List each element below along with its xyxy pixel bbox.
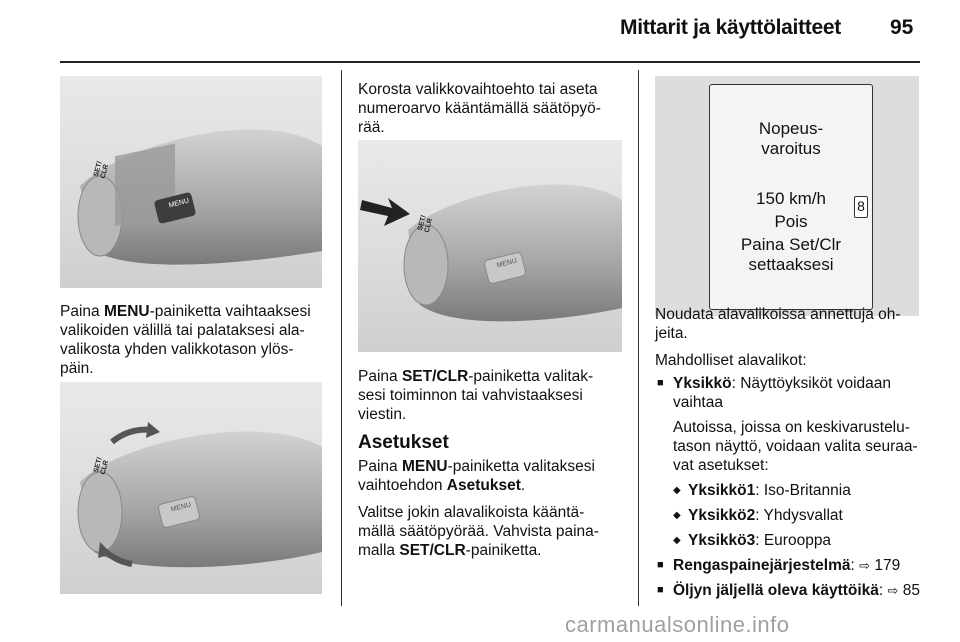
list-item-yksikko3: ◆ Yksikkö3: Eurooppa [655, 531, 923, 550]
stalk-setclr-illustration [358, 140, 622, 352]
intro-paragraph: Korosta valikkovaihtoehto tai aseta numeroarvo kääntämällä säätöpyö- rää. [358, 81, 601, 136]
page-ref-arrow-icon: ⇨ [887, 583, 899, 598]
display-line-5: Paina Set/Clr [740, 235, 842, 254]
col3-text: Noudata alavalikoissa annettuja oh- jeita. Mahdolliset alavalikot: ■ Yksikkö: Näyttöyksiköt voidaan vaihtaa Autoissa, joissa on keskivarustelu- tason näyttö, voidaan valita seuraa- vat asetukset: ◆ Yksikkö1: Iso-Britannia ◆ Yksikkö2: Yhdysvallat ◆ Yksikkö3: Eurooppa ■ Rengaspainejärjestelmä: ⇨ 179 ■ Öljyn jäljellä oleva käyttöikä: ⇨ 85 [655, 305, 923, 600]
list-item-yksikko: ■ Yksikkö: Näyttöyksiköt voidaan vaihtaa Autoissa, joissa on keskivarustelu- tason näyttö, voidaan valita seuraa- vat asetukset: [655, 374, 923, 475]
page-ref-179[interactable]: 179 [870, 557, 901, 574]
submenu-list-2 [655, 556, 923, 600]
submenu-paragraph: Valitse jokin alavalikoista kääntä- mällä säätöpyörää. Vahvista paina- malla SET/CLR-painiketta. [358, 504, 599, 559]
stalk-setclr-photo [358, 140, 622, 352]
column-divider-2 [638, 70, 639, 606]
stalk-label-2: SET/ CLR [92, 456, 111, 476]
stalk-label-3: SET/ CLR [416, 214, 435, 234]
display-line-2: varoitus [761, 139, 821, 158]
instrument-display [709, 84, 873, 310]
list-item-oljy: ■ Öljyn jäljellä oleva käyttöikä: ⇨ 85 [655, 581, 923, 600]
display-line-3: 150 km/h [756, 189, 826, 208]
stalk-illustration [60, 76, 322, 288]
setclr-key-2: SET/CLR [399, 542, 466, 559]
menu-paragraph: Paina MENU-painiketta vaihtaaksesi valikoiden välillä tai palataksesi ala- valikosta yhden valikkotason ylös- päin. [60, 303, 311, 377]
menu-button-label-3: MENU [496, 257, 518, 270]
unit-sublist [655, 481, 923, 550]
page-ref-85[interactable]: 85 [898, 582, 920, 599]
page-ref-arrow-icon: ⇨ [859, 558, 871, 573]
display-side-icon: 8 [854, 196, 868, 218]
submenus-intro: Mahdolliset alavalikot: [655, 352, 807, 369]
list-item-yksikko1: ◆ Yksikkö1: Iso-Britannia [655, 481, 923, 500]
page-number: 95 [890, 16, 914, 39]
display-line-1: Nopeus- [758, 119, 824, 138]
display-line-6: settaaksesi [748, 255, 834, 274]
list-item-yksikko2: ◆ Yksikkö2: Yhdysvallat [655, 506, 923, 525]
menu-button-label-2: MENU [170, 501, 192, 514]
column-divider-1 [341, 70, 342, 606]
stalk-rotation-illustration [60, 382, 322, 594]
section-heading: Asetukset [358, 432, 449, 453]
menu-key: MENU [103, 303, 150, 320]
display-line-4: Pois [774, 212, 808, 231]
menu-key-2: MENU [401, 458, 448, 475]
header-rule [60, 61, 920, 63]
submenu-list [655, 374, 923, 475]
stalk-menu-photo [60, 76, 322, 288]
stalk-rotate-photo [60, 382, 322, 594]
page-header-title: Mittarit ja käyttölaitteet [620, 16, 841, 39]
setclr-key: SET/CLR [401, 368, 469, 385]
stalk-label: SET/ CLR [92, 160, 111, 180]
asetukset-paragraph: Paina MENU-painiketta valitaksesi vaihtoehdon Asetukset. [358, 458, 595, 494]
menu-button-label: MENU [168, 197, 190, 210]
setclr-paragraph: Paina SET/CLR-painiketta valitak- sesi toiminnon tai vahvistaaksesi viestin. [358, 368, 594, 423]
list-item-rengaspaine: ■ Rengaspainejärjestelmä: ⇨ 179 [655, 556, 923, 575]
watermark: carmanualsonline.info [565, 612, 790, 637]
asetukset-key: Asetukset [446, 477, 521, 494]
